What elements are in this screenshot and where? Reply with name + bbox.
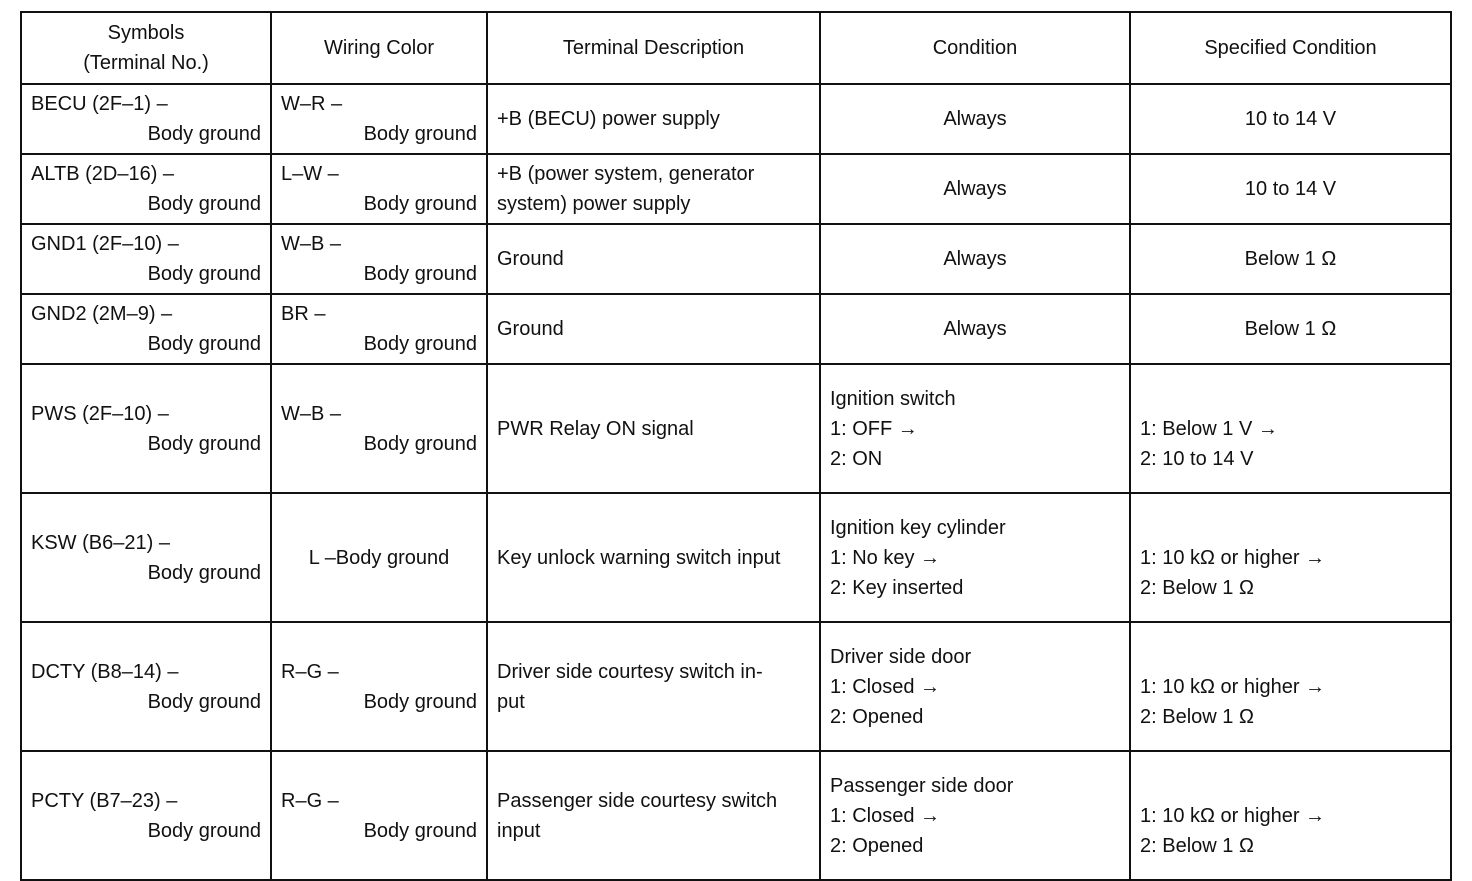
wiring-cell	[271, 84, 487, 154]
symbol-cell	[21, 294, 271, 364]
wiring-color: W–B –	[281, 233, 342, 255]
table-row	[21, 224, 1451, 294]
description-cell	[487, 622, 820, 751]
symbol-terminal: PWS (2F–10) –	[31, 402, 169, 425]
symbol-ground: Body ground	[147, 263, 261, 285]
specified-line: Below 1 Ω	[1244, 248, 1337, 270]
symbol-ground: Body ground	[147, 432, 261, 455]
wiring-color: L–W –	[281, 163, 339, 185]
symbol-ground: Body ground	[147, 333, 261, 355]
header-terminal-description: Terminal Description	[487, 12, 820, 84]
wiring-cell	[271, 154, 487, 224]
description-line: put	[497, 690, 525, 713]
symbol-ground: Body ground	[147, 819, 261, 842]
table-header-row	[21, 12, 1451, 84]
specified-condition-cell	[1130, 364, 1451, 493]
symbol-ground: Body ground	[147, 690, 261, 713]
wiring-ground: Body ground	[363, 123, 477, 145]
wiring-ground: Body ground	[363, 193, 477, 215]
specified-line: 10 to 14 V	[1244, 178, 1337, 200]
wiring-cell	[271, 224, 487, 294]
symbol-cell	[21, 622, 271, 751]
description-line: +B (power system, generator	[497, 163, 755, 185]
condition-cell	[820, 364, 1130, 493]
wiring-cell	[271, 751, 487, 880]
description-line: input	[497, 819, 541, 842]
table-row	[21, 364, 1451, 493]
wiring-color: R–G –	[281, 789, 339, 812]
description-cell	[487, 364, 820, 493]
symbol-ground: Body ground	[147, 123, 261, 145]
condition-line: Driver side door	[830, 645, 972, 668]
symbol-cell	[21, 84, 271, 154]
header-symbols	[21, 12, 271, 84]
specified-line: 2: Below 1 Ω	[1140, 576, 1254, 599]
table-row	[21, 84, 1451, 154]
wiring-ground: Body ground	[363, 333, 477, 355]
wiring-cell	[271, 622, 487, 751]
symbol-cell	[21, 751, 271, 880]
wiring-color: L –Body ground	[308, 546, 450, 569]
specified-condition-cell	[1130, 294, 1451, 364]
description-line: Ground	[497, 248, 564, 270]
specified-line: 1: 10 kΩ or higher →	[1140, 675, 1326, 698]
condition-line: Always	[943, 248, 1007, 270]
condition-cell	[820, 84, 1130, 154]
description-line: Passenger side courtesy switch	[497, 789, 778, 812]
specified-line: 10 to 14 V	[1244, 108, 1337, 130]
condition-line: Always	[943, 178, 1007, 200]
symbol-cell	[21, 154, 271, 224]
condition-line: 2: Opened	[830, 705, 924, 728]
description-cell	[487, 224, 820, 294]
condition-cell	[820, 493, 1130, 622]
table-row	[21, 493, 1451, 622]
specified-condition-cell	[1130, 224, 1451, 294]
specified-line: 2: 10 to 14 V	[1140, 447, 1254, 470]
condition-cell	[820, 224, 1130, 294]
table-row	[21, 622, 1451, 751]
table-row	[21, 154, 1451, 224]
condition-cell	[820, 154, 1130, 224]
specified-line: 2: Below 1 Ω	[1140, 705, 1254, 728]
wiring-cell	[271, 294, 487, 364]
symbol-terminal: GND1 (2F–10) –	[31, 233, 179, 255]
wiring-ground: Body ground	[363, 690, 477, 713]
symbol-terminal: GND2 (2M–9) –	[31, 303, 173, 325]
symbol-cell	[21, 364, 271, 493]
wiring-color: W–B –	[281, 402, 342, 425]
wiring-ground: Body ground	[363, 432, 477, 455]
description-cell	[487, 154, 820, 224]
condition-line: 1: No key →	[830, 546, 941, 569]
symbol-terminal: DCTY (B8–14) –	[31, 660, 179, 683]
description-line: Driver side courtesy switch in-	[497, 660, 763, 683]
wiring-cell	[271, 493, 487, 622]
specified-line: 1: Below 1 V →	[1140, 417, 1278, 440]
condition-line: Ignition switch	[830, 387, 956, 410]
terminal-spec-table	[20, 11, 1452, 881]
specified-line: 1: 10 kΩ or higher →	[1140, 804, 1326, 827]
specified-line: Below 1 Ω	[1244, 318, 1337, 340]
condition-line: 2: Key inserted	[830, 576, 964, 599]
condition-line: Ignition key cylinder	[830, 516, 1006, 539]
specified-condition-cell	[1130, 84, 1451, 154]
condition-line: 1: Closed →	[830, 804, 941, 827]
wiring-cell	[271, 364, 487, 493]
description-cell	[487, 751, 820, 880]
condition-line: 2: Opened	[830, 834, 924, 857]
description-line: Ground	[497, 318, 564, 340]
symbol-terminal: ALTB (2D–16) –	[31, 163, 175, 185]
specified-line: 2: Below 1 Ω	[1140, 834, 1254, 857]
header-condition: Condition	[820, 12, 1130, 84]
condition-line: 1: OFF →	[830, 417, 918, 440]
condition-cell	[820, 751, 1130, 880]
description-line: PWR Relay ON signal	[497, 417, 694, 440]
specified-condition-cell	[1130, 154, 1451, 224]
condition-line: Always	[943, 318, 1007, 340]
condition-line: Passenger side door	[830, 774, 1014, 797]
wiring-color: R–G –	[281, 660, 339, 683]
wiring-color: BR –	[281, 303, 326, 325]
header-wiring-color: Wiring Color	[271, 12, 487, 84]
table-row	[21, 751, 1451, 880]
condition-cell	[820, 294, 1130, 364]
symbol-terminal: PCTY (B7–23) –	[31, 789, 178, 812]
condition-line: Always	[943, 108, 1007, 130]
symbol-cell	[21, 224, 271, 294]
wiring-ground: Body ground	[363, 819, 477, 842]
header-specified-condition: Specified Condition	[1130, 12, 1451, 84]
description-line: +B (BECU) power supply	[497, 108, 720, 130]
description-line: Key unlock warning switch input	[497, 546, 781, 569]
symbol-ground: Body ground	[147, 561, 261, 584]
header-symbols-line2: (Terminal No.)	[83, 52, 209, 74]
description-cell	[487, 84, 820, 154]
description-line: system) power supply	[497, 193, 691, 215]
header-symbols-line1: Symbols	[107, 22, 185, 44]
condition-line: 2: ON	[830, 447, 883, 470]
wiring-ground: Body ground	[363, 263, 477, 285]
table-row	[21, 294, 1451, 364]
specified-line: 1: 10 kΩ or higher →	[1140, 546, 1326, 569]
symbol-cell	[21, 493, 271, 622]
specified-condition-cell	[1130, 493, 1451, 622]
symbol-ground: Body ground	[147, 193, 261, 215]
specified-condition-cell	[1130, 751, 1451, 880]
symbol-terminal: KSW (B6–21) –	[31, 531, 170, 554]
specified-condition-cell	[1130, 622, 1451, 751]
description-cell	[487, 294, 820, 364]
wiring-color: W–R –	[281, 93, 343, 115]
symbol-terminal: BECU (2F–1) –	[31, 93, 168, 115]
condition-cell	[820, 622, 1130, 751]
description-cell	[487, 493, 820, 622]
condition-line: 1: Closed →	[830, 675, 941, 698]
